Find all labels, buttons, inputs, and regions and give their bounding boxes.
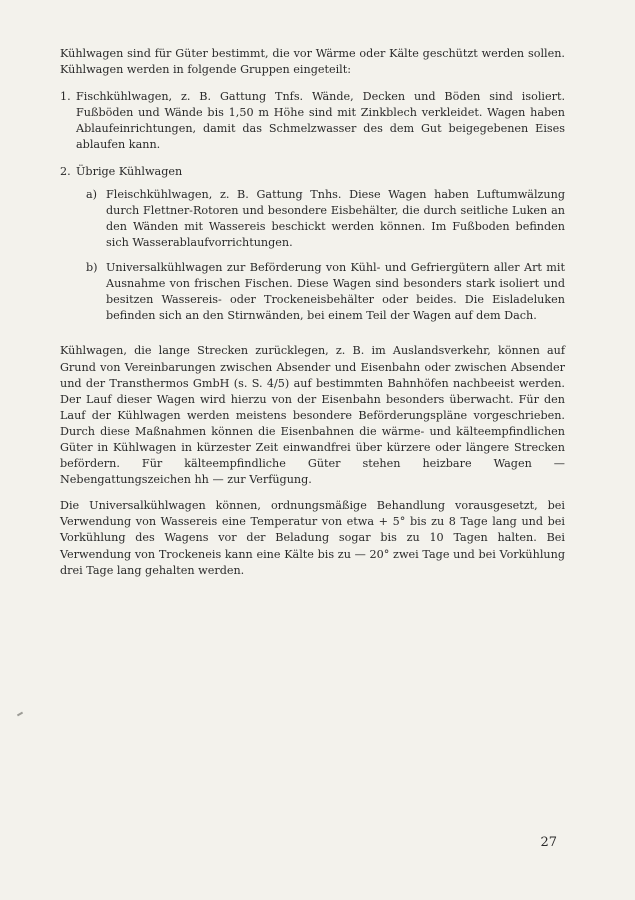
list-item-number: 2.: [60, 164, 71, 178]
list-item-2: [60, 164, 565, 334]
list-item-1: [60, 89, 565, 153]
intro-paragraph: Kühlwagen sind für Güter bestimmt, die vor Wärme oder Kälte geschützt werden sollen. Kühlwagen werden in folgende Gruppen eingeteilt:: [60, 47, 565, 77]
paragraph-long-distance: Kühlwagen, die lange Strecken zurücklegen, z. B. im Auslandsverkehr, können auf Grund von Vereinbarungen zwischen Absender und Eisenbahn oder zwischen Absender und der Transthermos GmbH (s. S. 4/5) auf bestimmten Bahnhöfen nachbeeist werden. Der Lauf dieser Wagen wird hierzu von der Eisenbahn besonders überwacht. Für den Lauf der Kühlwagen werden meistens besondere Beförderungspläne vorgeschrieben. Durch diese Maßnahmen können die Eisenbahnen die wärme- und kälteempfindlichen Güter in Kühlwagen in kürzester Zeit einwandfrei über kürzere oder längere Strecken befördern. Für kälteempfindliche Güter stehen heizbare Wagen — Nebengattungszeichen hh — zur Verfügung.: [60, 344, 565, 487]
body-text: [60, 46, 565, 579]
paragraph-universal: Die Universalkühlwagen können, ordnungsmäßige Behandlung vorausgesetzt, bei Verwendung von Wassereis eine Temperatur von etwa + 5° bis zu 8 Tage lang und bei Vorkühlung des Wagens vor der Beladung sogar bis zu 10 Tagen halten. Bei Verwendung von Trockeneis kann eine Kälte bis zu — 20° zwei Tage und bei Vorkühlung drei Tage lang gehalten werden.: [60, 499, 565, 577]
sublist-item-letter: b): [86, 261, 98, 275]
sublist-item-text: Fleischkühlwagen, z. B. Gattung Tnhs. Diese Wagen haben Luftumwälzung durch Flettner-Rotoren und besondere Eisbehälter, die durch seitliche Luken an den Wänden mit Wassereis beschickt werden können. Im Fußboden befinden sich Wasserablaufvorrichtungen.: [106, 187, 565, 249]
sublist-item-a: [76, 187, 565, 251]
sublist-item-letter: a): [86, 187, 98, 201]
sublist-item-text: Universalkühlwagen zur Beförderung von Kühl- und Gefriergütern aller Art mit Ausnahme von frischen Fischen. Diese Wagen sind besonders stark isoliert und besitzen Wassereis- oder Trockeneisbehälter oder beides. Die Eisladeluken befinden sich an den Stirnwänden, bei einem Teil der Wagen auf dem Dach.: [106, 261, 565, 323]
list-item-text: Fischkühlwagen, z. B. Gattung Tnfs. Wände, Decken und Böden sind isoliert. Fußböden und Wände bis 1,50 m Höhe sind mit Zinkblech verkleidet. Wagen haben Ablaufeinrichtungen, damit das Schmelzwasser des dem Gut beigegebenen Eises ablaufen kann.: [76, 90, 565, 152]
list-item-number: 1.: [60, 90, 71, 104]
page-number: 27: [540, 835, 557, 850]
sublist: [76, 187, 565, 325]
sublist-item-b: [76, 260, 565, 324]
list-item-text: Übrige Kühlwagen: [76, 164, 183, 178]
scan-speck: [17, 712, 23, 717]
